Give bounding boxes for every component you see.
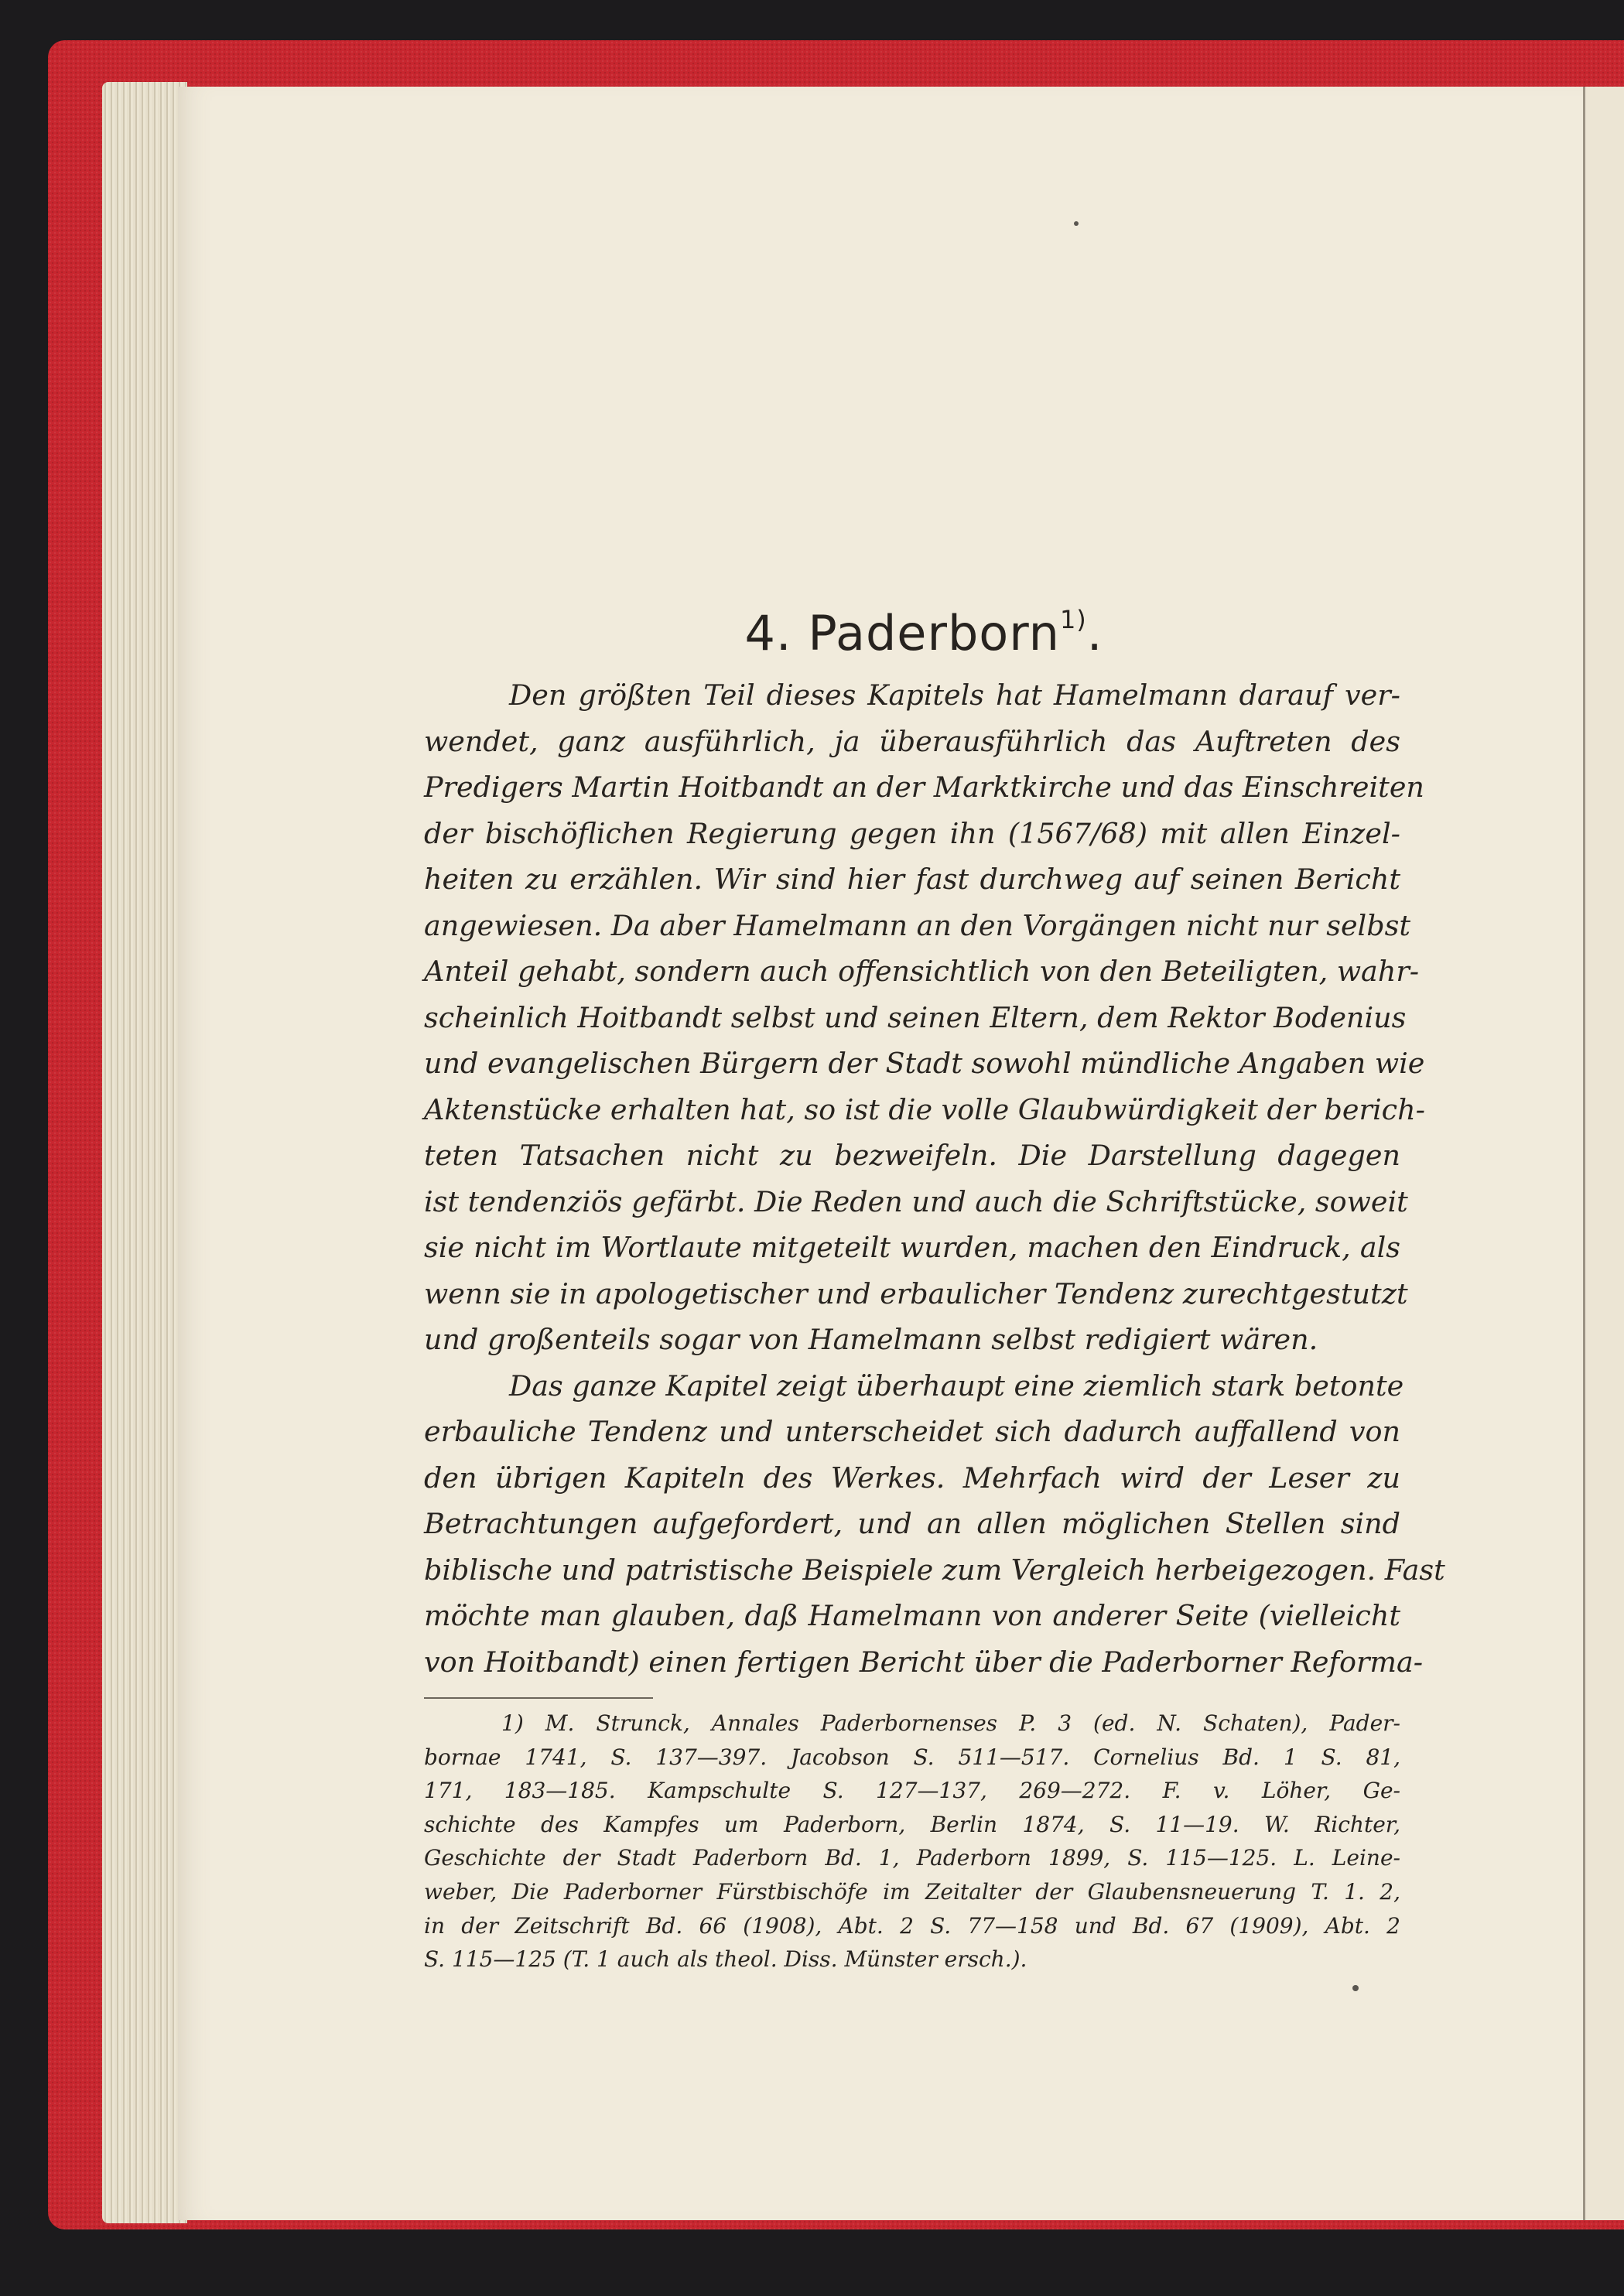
footnote-line: bornae 1741, S. 137—397. Jacobson S. 511—517. Cornelius Bd. 1 S. 81, (424, 1744, 1400, 1770)
text-line: Betrachtungen aufgefordert, und an allen möglichen Stellen sind (424, 1507, 1400, 1540)
footnote-line: 171, 183—185. Kampschulte S. 127—137, 269—272. F. v. Löher, Ge- (424, 1778, 1400, 1804)
footnote-line: S. 115—125 (T. 1 auch als theol. Diss. Münster ersch.). (424, 1946, 1027, 1973)
text-line: und großenteils sogar von Hamelmann selbst redigiert wären. (424, 1323, 1318, 1356)
text-line: Den größten Teil dieses Kapitels hat Hamelmann darauf ver- (509, 678, 1400, 712)
footnote-line: schichte des Kampfes um Paderborn, Berlin 1874, S. 11—19. W. Richter, (424, 1811, 1400, 1837)
text-line: angewiesen. Da aber Hamelmann an den Vorgängen nicht nur selbst (424, 908, 1410, 942)
footnote-line: 1) M. Strunck, Annales Paderbornenses P. 3 (ed. N. Schaten), Pader- (501, 1710, 1400, 1736)
text-line: biblische und patristische Beispiele zum Vergleich herbeigezogen. Fast (424, 1553, 1445, 1587)
footnote-reference: 1) (1059, 605, 1087, 634)
footnote-line: in der Zeitschrift Bd. 66 (1908), Abt. 2 S. 77—158 und Bd. 67 (1909), Abt. 2 (424, 1912, 1400, 1939)
footnote (424, 1707, 1400, 1977)
page-content (424, 605, 1445, 1977)
text-line: wendet, ganz ausführlich, ja überausführlich das Auftreten des (424, 724, 1400, 758)
body-text (424, 672, 1445, 1685)
footnote-divider (424, 1697, 653, 1699)
chapter-title-period: . (1086, 605, 1103, 661)
text-line: teten Tatsachen nicht zu bezweifeln. Die Darstellung dagegen (424, 1139, 1400, 1172)
page-edges (102, 82, 187, 2223)
chapter-title (424, 605, 1400, 661)
text-line: Das ganze Kapitel zeigt überhaupt eine ziemlich stark betonte (509, 1368, 1404, 1403)
footnote-line: weber, Die Paderborner Fürstbischöfe im Zeitalter der Glaubensneuerung T. 1. 2, (424, 1878, 1400, 1905)
text-line: wenn sie in apologetischer und erbaulicher Tendenz zurechtgestutzt (424, 1276, 1408, 1310)
text-line: scheinlich Hoitbandt selbst und seinen Eltern, dem Rektor Bodenius (424, 1000, 1407, 1034)
text-line: von Hoitbandt) einen fertigen Bericht über die Paderborner Reforma- (424, 1645, 1424, 1679)
text-line: der bischöflichen Regierung gegen ihn (1567/68) mit allen Einzel- (424, 816, 1400, 850)
text-line: Anteil gehabt, sondern auch offensichtlich von den Beteiligten, wahr- (424, 955, 1420, 988)
text-line: sie nicht im Wortlaute mitgeteilt wurden, machen den Eindruck, als (424, 1231, 1400, 1264)
text-line: und evangelischen Bürgern der Stadt sowohl mündliche Angaben wie (424, 1047, 1425, 1080)
text-line: ist tendenziös gefärbt. Die Reden und auch die Schriftstücke, soweit (424, 1184, 1408, 1218)
next-page-edge (1583, 87, 1624, 2220)
text-line: erbauliche Tendenz und unterscheidet sich dadurch auffallend von (424, 1415, 1400, 1448)
paper-speck (1352, 1985, 1359, 1991)
chapter-name: Paderborn (808, 605, 1060, 661)
text-line: heiten zu erzählen. Wir sind hier fast durchweg auf seinen Bericht (424, 863, 1400, 896)
paper-speck (1074, 221, 1079, 226)
chapter-number: 4. (744, 605, 792, 661)
text-line: möchte man glauben, daß Hamelmann von anderer Seite (vielleicht (424, 1599, 1400, 1632)
text-line: Predigers Martin Hoitbandt an der Marktkirche und das Einschreiten (424, 770, 1424, 804)
text-line: den übrigen Kapiteln des Werkes. Mehrfach wird der Leser zu (424, 1461, 1400, 1495)
footnote-line: Geschichte der Stadt Paderborn Bd. 1, Paderborn 1899, S. 115—125. L. Leine- (424, 1845, 1400, 1871)
text-line: Aktenstücke erhalten hat, so ist die volle Glaubwürdigkeit der berich- (424, 1092, 1425, 1126)
